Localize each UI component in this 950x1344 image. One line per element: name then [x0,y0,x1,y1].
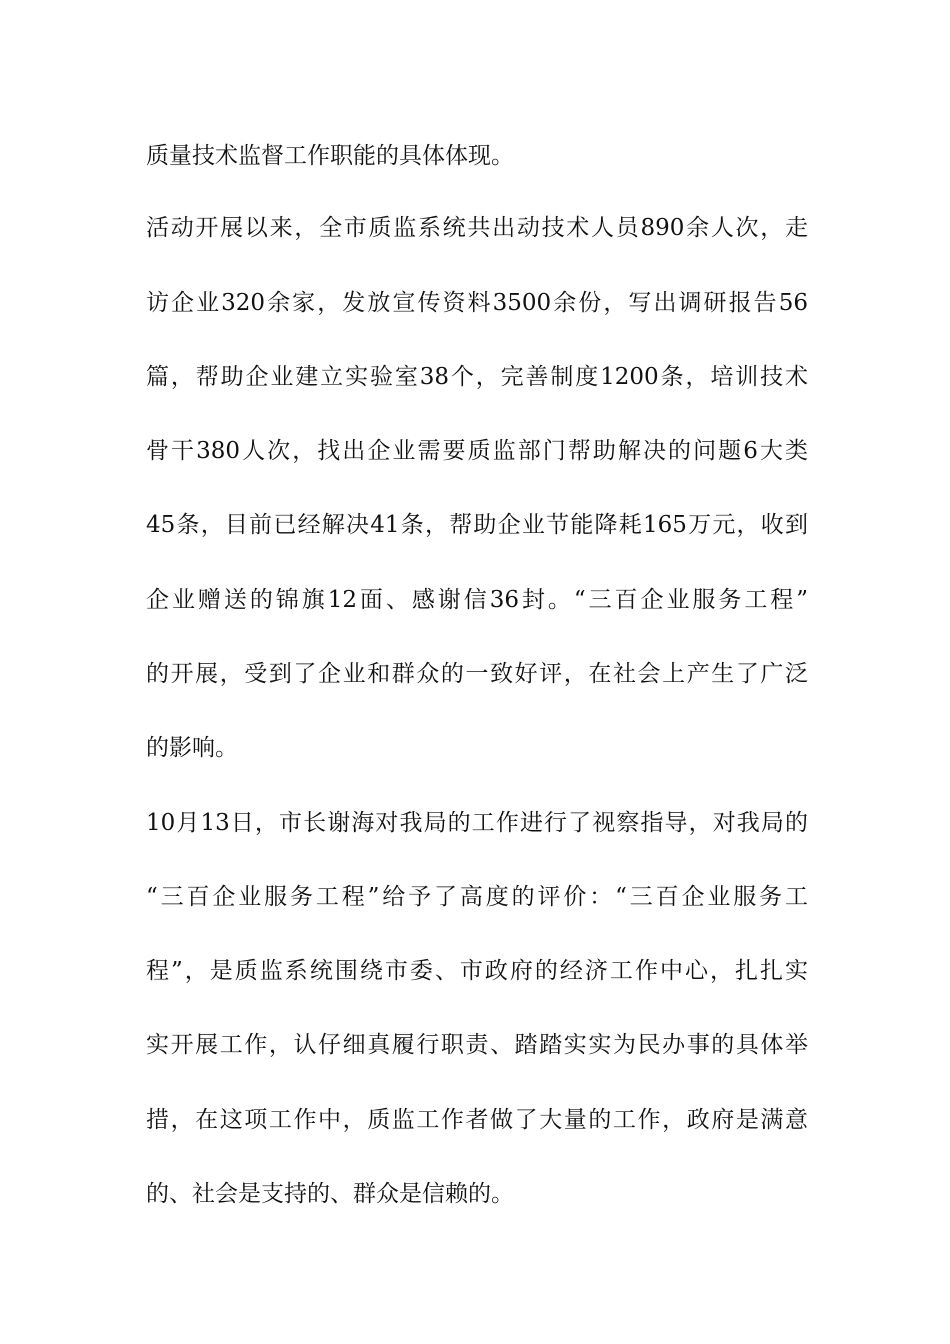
paragraph-line: 质量技术监督工作职能的具体体现。 [146,143,514,169]
paragraph-line: 企业赠送的锦旗12面、感谢信36封。“三百企业服务工程” [146,587,808,613]
paragraph-line: 程”，是质监系统围绕市委、市政府的经济工作中心，扎扎实 [146,958,808,984]
paragraph-line: 篇，帮助企业建立实验室38个，完善制度1200条，培训技术 [146,364,808,390]
paragraph-line: 骨干380人次，找出企业需要质监部门帮助解决的问题6大类 [146,438,808,464]
paragraph-line: 的影响。 [146,735,238,761]
paragraph-line: 10月13日，市长谢海对我局的工作进行了视察指导，对我局的 [146,810,808,836]
paragraph-line: 访企业320余家，发放宣传资料3500余份，写出调研报告56 [146,290,808,316]
paragraph-line: 的开展，受到了企业和群众的一致好评，在社会上产生了广泛 [146,661,808,687]
paragraph-line: 45条，目前已经解决41条，帮助企业节能降耗165万元，收到 [146,512,808,538]
paragraph-line: 活动开展以来，全市质监系统共出动技术人员890余人次，走 [146,215,808,241]
paragraph-line: 措，在这项工作中，质监工作者做了大量的工作，政府是满意 [146,1107,808,1133]
paragraph-line: 实开展工作，认仔细真履行职责、踏踏实实为民办事的具体举 [146,1032,808,1058]
paragraph-line: “三百企业服务工程”给予了高度的评价：“三百企业服务工 [146,884,808,910]
paragraph-line: 的、社会是支持的、群众是信赖的。 [146,1181,514,1207]
